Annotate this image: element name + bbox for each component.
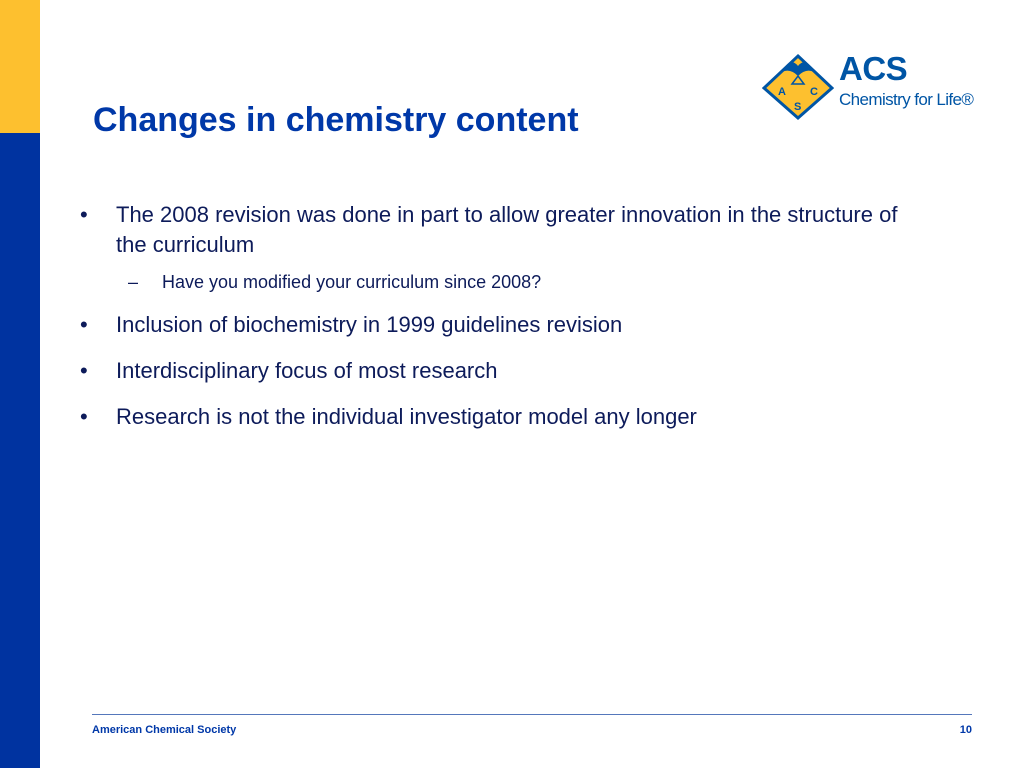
sub-bullet-marker: – xyxy=(128,272,139,292)
footer-organization: American Chemical Society xyxy=(92,724,237,736)
bullet-text: Inclusion of biochemistry in 1999 guidelines revision xyxy=(116,312,623,337)
bullet-item xyxy=(80,402,910,432)
bullet-item xyxy=(80,310,910,340)
emblem-letter-a: A xyxy=(778,86,786,98)
accent-bar-yellow xyxy=(0,0,40,133)
logo-name: ACS xyxy=(839,50,908,87)
sub-bullet-item xyxy=(80,270,910,294)
acs-emblem-icon xyxy=(762,50,834,120)
acs-logo xyxy=(762,50,977,122)
slide-title: Changes in chemistry content xyxy=(93,101,579,139)
bullet-text: The 2008 revision was done in part to allow greater innovation in the structure of the curriculum xyxy=(116,202,898,257)
bullet-marker: • xyxy=(80,202,88,227)
bullet-text: Research is not the individual investigator model any longer xyxy=(116,404,697,429)
bullet-marker: • xyxy=(80,312,88,337)
logo-tagline: Chemistry for Life® xyxy=(839,90,974,109)
bullet-item xyxy=(80,356,910,386)
emblem-letter-c: C xyxy=(810,86,818,98)
slide-body xyxy=(80,200,910,448)
bullet-marker: • xyxy=(80,358,88,383)
bullet-text: Interdisciplinary focus of most research xyxy=(116,358,498,383)
bullet-item xyxy=(80,200,910,260)
page-number: 10 xyxy=(959,724,972,736)
accent-bar-blue xyxy=(0,133,40,768)
emblem-letter-s: S xyxy=(794,101,802,113)
bullet-marker: • xyxy=(80,404,88,429)
footer-divider xyxy=(92,714,972,715)
sub-bullet-text: Have you modified your curriculum since 2008? xyxy=(162,272,542,292)
